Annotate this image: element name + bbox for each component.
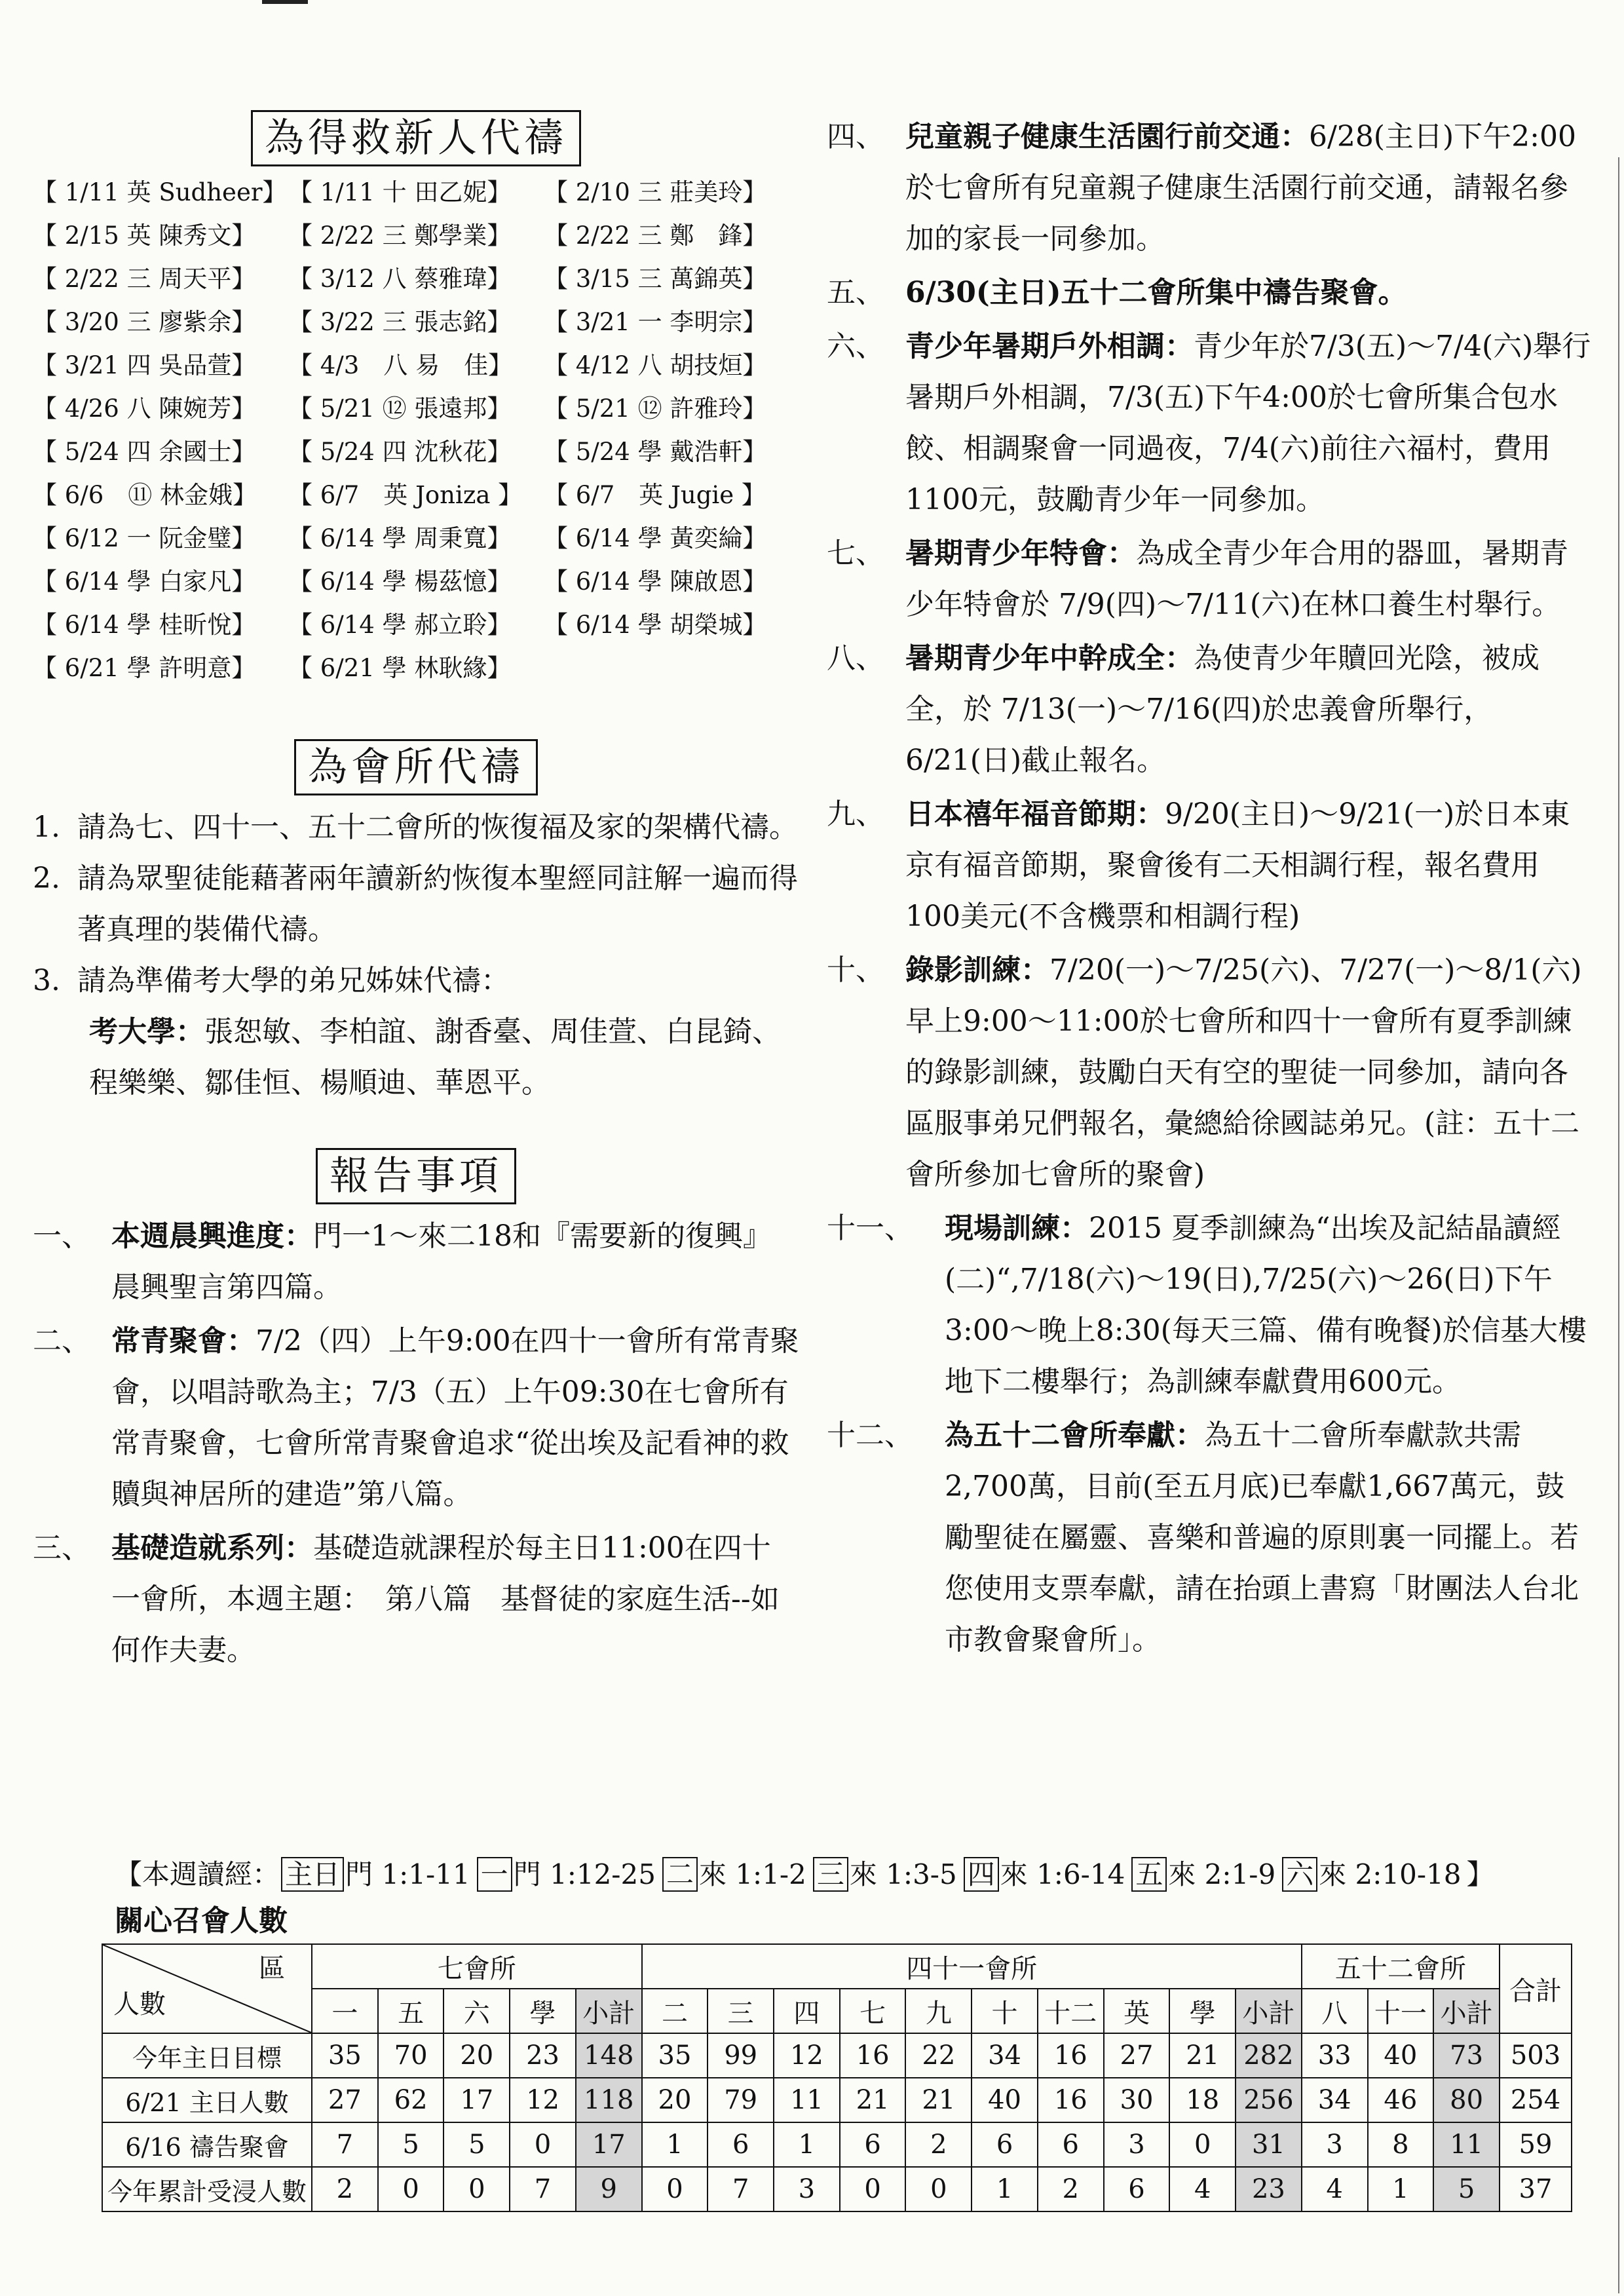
item-number: 八、 [827,641,884,675]
item-number: 七、 [827,537,884,570]
item-body: 為五十二會所奉獻款共需2,700萬，目前(至五月底)已奉獻1,667萬元，鼓勵聖徒在屬靈、喜樂和普遍的原則裏一同擺上。若您使用支票奉獻，請在抬頭上書寫「財團法人台北市教會聚會所」。 [945,1419,1579,1656]
list-item: 【 2/10 三 莊美玲】 [544,178,767,206]
item-body: 青少年於7/3(五)～7/4(六)舉行暑期戶外相調，7/3(五)下午4:00於七會所集合包水餃、相調聚會一同過夜，7/4(六)前往六福村，費用1100元，鼓勵青少年一同參加。 [905,330,1591,516]
table-cell: 1 [972,2167,1038,2211]
item-text [905,789,1593,942]
table-cell: 6 [1038,2122,1104,2167]
item-number: 一、 [33,1219,90,1253]
table-cell: 12 [774,2033,840,2078]
table-cell: 1 [1368,2167,1434,2211]
table-cell: 23 [1236,2167,1302,2211]
item-text [111,1523,799,1676]
item-body: 6/28(主日)下午2:00 於七會所有兒童親子健康生活園行前交通，請報名參加的家長一同參加。 [905,120,1576,256]
table-cell: 34 [972,2033,1038,2078]
table-cell: 17 [576,2122,642,2167]
table-cell: 21 [840,2078,906,2122]
table-cell: 46 [1368,2078,1434,2122]
table-subheader-row [102,1989,1572,2033]
table-cell: 118 [576,2078,642,2122]
list-item: 【 3/15 三 萬錦英】 [544,265,767,293]
table-row [102,2122,1572,2167]
table-cell: 16 [1038,2078,1104,2122]
table-cell: 17 [444,2078,510,2122]
table-cell: 79 [708,2078,774,2122]
table-cell: 22 [905,2033,972,2078]
table-cell: 27 [1104,2033,1170,2078]
table-cell: 6 [1104,2167,1170,2211]
table-cell: 12 [510,2078,576,2122]
item-text: 請為準備考大學的弟兄姊妹代禱： [77,964,510,997]
reading-day: 四 [964,1857,999,1892]
list-item: 【 5/24 四 沈秋花】 [288,438,512,466]
reading-ref: 來 2:1-9 [1168,1858,1276,1890]
table-cell: 40 [1368,2033,1434,2078]
table-cell: 11 [774,2078,840,2122]
item-body: 9/20(主日)～9/21(一)於日本東京有福音節期，聚會後有二天相調行程，報名費用100美元(不含機票和相調行程) [905,797,1570,933]
item-text: 請為七、四十一、五十二會所的恢復福及家的架構代禱。 [77,811,798,844]
table-cell: 0 [510,2122,576,2167]
list-item: 【 2/22 三 鄭學業】 [288,221,512,250]
reports-title: 報告事項 [316,1148,516,1204]
reading-ref: 門 1:12-25 [513,1858,656,1890]
table-row [102,2033,1572,2078]
table-cell: 6 [972,2122,1038,2167]
row-label: 今年累計受浸人數 [102,2167,312,2211]
item-body: 7/2（四）上午9:00在四十一會所有常青聚會，以唱詩歌為主；7/3（五）上午09:30在七會所有常青聚會，七會所常青聚會追求“從出埃及記看神的救贖與神居所的建造”第八篇。 [111,1324,799,1511]
item-number: 3. [33,964,60,997]
item-body: 2015 夏季訓練為“出埃及記結晶讀經(二)“,7/18(六)～19(日),7/25(六)～26(日)下午3:00～晚上8:30(每天三篇、備有晚餐)於信基大樓地下二樓舉行；為訓練奉獻費用600元。 [945,1212,1587,1398]
row-label: 6/16 禱告聚會 [102,2122,312,2167]
reading-open: 【本週讀經： [115,1858,280,1890]
prayer-hall-list [33,802,799,1006]
item-body: 基礎造就課程於每主日11:00在四十一會所，本週主題： 第八篇 基督徒的家庭生活--如何作夫妻。 [111,1531,780,1667]
column-header: 小計 [1433,1989,1500,2033]
reports-title-box [33,1148,799,1204]
table-cell: 35 [312,2033,378,2078]
reading-ref: 來 2:10-18 [1319,1858,1462,1890]
item-number: 1. [33,811,60,844]
group-header-41: 四十一會所 [642,1944,1302,1989]
reports-right-list [827,111,1593,1666]
report-item [827,1410,1593,1666]
list-item: 【 6/14 學 郝立聆】 [288,611,512,639]
list-item: 【 6/14 學 白家凡】 [33,567,256,596]
table-cell: 4 [1302,2167,1368,2211]
attendance-table [102,1943,1572,2212]
table-cell: 30 [1104,2078,1170,2122]
item-number: 五、 [827,276,884,309]
item-number: 三、 [33,1531,90,1565]
list-item: 【 4/12 八 胡技烜】 [544,351,767,379]
report-item [33,1211,799,1313]
column-header: 十 [972,1989,1038,2033]
table-cell: 16 [840,2033,906,2078]
table-cell: 8 [1368,2122,1434,2167]
table-cell: 20 [642,2078,708,2122]
total-header: 合計 [1500,1944,1572,2033]
table-cell: 0 [642,2167,708,2211]
item-number: 四、 [827,120,884,153]
reading-ref: 來 1:3-5 [849,1858,957,1890]
item-heading: 為五十二會所奉獻： [945,1419,1204,1452]
list-item: 【 6/14 學 周秉寬】 [288,524,512,552]
list-item [33,802,799,853]
item-heading: 暑期青少年中幹成全： [905,641,1194,675]
reading-day: 一 [477,1857,512,1892]
table-cell: 34 [1302,2078,1368,2122]
table-cell: 1 [642,2122,708,2167]
table-row [102,2167,1572,2211]
column-header: 六 [444,1989,510,2033]
row-label: 今年主日目標 [102,2033,312,2078]
table-cell: 33 [1302,2033,1368,2078]
table-cell: 282 [1236,2033,1302,2078]
item-text [905,528,1593,630]
table-cell: 11 [1433,2122,1500,2167]
item-text [945,1410,1593,1666]
reading-day: 主日 [281,1857,344,1892]
table-cell: 62 [378,2078,444,2122]
report-item [827,111,1593,265]
table-cell: 99 [708,2033,774,2078]
table-cell: 0 [444,2167,510,2211]
report-item [33,1316,799,1520]
item-text [111,1211,799,1313]
item-number: 十、 [827,953,884,987]
list-item: 【 6/21 學 林耿緣】 [288,654,512,682]
table-header-row [102,1944,1572,1989]
item-body: 為成全青少年合用的器皿，暑期青少年特會於 7/9(四)～7/11(六)在林口養生村舉行。 [905,537,1568,621]
page-edge-line [1618,157,1619,2293]
item-number: 六、 [827,330,884,363]
total-cell: 59 [1500,2122,1572,2167]
reading-ref: 門 1:1-11 [345,1858,470,1890]
group-header-52: 五十二會所 [1302,1944,1500,1989]
table-cell: 73 [1433,2033,1500,2078]
table-cell: 5 [444,2122,510,2167]
table-row [102,2078,1572,2122]
report-item [827,633,1593,786]
table-cell: 23 [510,2033,576,2078]
column-header: 小計 [576,1989,642,2033]
prayer-hall-title-box [33,739,799,795]
reading-close: 】 [1466,1858,1494,1890]
table-cell: 4 [1169,2167,1236,2211]
table-cell: 2 [905,2122,972,2167]
new-believers-list [33,173,799,688]
prayer-new-title-box [33,110,799,166]
right-column [827,111,1593,1668]
table-cell: 21 [905,2078,972,2122]
reading-day: 三 [813,1857,848,1892]
table-cell: 256 [1236,2078,1302,2122]
list-item: 【 6/21 學 許明意】 [33,654,256,682]
column-header: 七 [840,1989,906,2033]
column-header: 學 [1169,1989,1236,2033]
list-item: 【 3/12 八 蔡雅瑋】 [288,265,512,293]
table-cell: 3 [774,2167,840,2211]
table-cell: 7 [312,2122,378,2167]
table-cell: 70 [378,2033,444,2078]
exam-label: 考大學： [89,1015,204,1048]
table-cell: 35 [642,2033,708,2078]
column-header: 一 [312,1989,378,2033]
list-item: 【 1/11 十 田乙妮】 [288,178,512,206]
table-cell: 31 [1236,2122,1302,2167]
item-text [945,1203,1593,1407]
table-cell: 0 [840,2167,906,2211]
group-header-7: 七會所 [312,1944,642,1989]
column-header: 五 [378,1989,444,2033]
row-label: 6/21 主日人數 [102,2078,312,2122]
list-item: 【 6/14 學 楊茲憶】 [288,567,512,596]
list-item: 【 1/11 英 Sudheer】 [33,178,287,206]
list-item: 【 2/15 英 陳秀文】 [33,221,256,250]
reading-ref: 來 1:1-2 [698,1858,806,1890]
table-cell: 0 [1169,2122,1236,2167]
item-number: 十二、 [827,1419,913,1452]
list-item: 【 6/12 一 阮金璧】 [33,524,256,552]
list-item: 【 6/14 學 胡榮城】 [544,611,767,639]
total-cell: 254 [1500,2078,1572,2122]
item-body: 6/30(主日)五十二會所集中禱告聚會。 [905,276,1407,309]
reading-ref: 來 1:6-14 [1000,1858,1125,1890]
column-header: 二 [642,1989,708,2033]
list-item: 【 6/7 英 Joniza 】 [288,481,523,509]
table-cell: 27 [312,2078,378,2122]
left-column [33,98,799,1679]
reading-day: 六 [1282,1857,1317,1892]
item-heading: 兒童親子健康生活園行前交通： [905,120,1309,153]
top-edge-mark [262,0,308,4]
list-item: 【 5/24 學 戴浩軒】 [544,438,767,466]
report-item [827,321,1593,526]
column-header: 八 [1302,1989,1368,2033]
item-number: 2. [33,862,60,895]
item-heading: 現場訓練： [945,1212,1089,1245]
column-header: 九 [905,1989,972,2033]
corner-bottom-label: 人數 [113,1989,166,2019]
column-header: 十一 [1368,1989,1434,2033]
table-cell: 16 [1038,2033,1104,2078]
table-cell: 80 [1433,2078,1500,2122]
table-cell: 3 [1302,2122,1368,2167]
exam-names: 張恕敏、李柏誼、謝香臺、周佳萱、白昆錡、程樂樂、鄒佳恒、楊順迪、華恩平。 [89,1015,781,1100]
column-header: 十二 [1038,1989,1104,2033]
list-item [33,853,799,955]
list-item: 【 4/3 八 易 佳】 [288,351,513,379]
table-cell: 18 [1169,2078,1236,2122]
table-cell: 2 [1038,2167,1104,2211]
item-text [111,1316,799,1520]
column-header: 三 [708,1989,774,2033]
list-item: 【 4/26 八 陳婉芳】 [33,394,256,423]
list-item: 【 6/14 學 桂昕悅】 [33,611,256,639]
item-body: 門一1～來二18和『需要新的復興』晨興聖言第四篇。 [111,1219,772,1304]
list-item: 【 3/21 四 吳品萱】 [33,351,256,379]
table-cell: 5 [1433,2167,1500,2211]
item-heading: 本週晨興進度： [111,1219,313,1253]
report-item [827,267,1593,318]
report-item [827,945,1593,1200]
total-cell: 37 [1500,2167,1572,2211]
list-item: 【 3/21 一 李明宗】 [544,308,767,336]
table-cell: 7 [510,2167,576,2211]
table-cell: 40 [972,2078,1038,2122]
item-heading: 錄影訓練： [905,953,1049,987]
reading-day: 二 [662,1857,698,1892]
table-cell: 148 [576,2033,642,2078]
column-header: 小計 [1236,1989,1302,2033]
table-cell: 9 [576,2167,642,2211]
report-item [827,789,1593,942]
list-item: 【 5/21 ⑫ 許雅玲】 [544,394,767,423]
item-text [905,267,1593,318]
list-item: 【 2/22 三 周天平】 [33,265,256,293]
item-body: 7/20(一)～7/25(六)、7/27(一)～8/1(六)早上9:00～11:00於七會所和四十一會所有夏季訓練的錄影訓練，鼓勵白天有空的聖徒一同參加，請向各區服事弟兄們報名，彙總給徐國誌弟兄。(註：五十二會所參加七會所的聚會) [905,953,1582,1191]
table-cell: 6 [708,2122,774,2167]
table-cell: 1 [774,2122,840,2167]
report-item [33,1523,799,1676]
item-heading: 基礎造就系列： [111,1531,313,1565]
report-item [827,1203,1593,1407]
table-cell: 3 [1104,2122,1170,2167]
list-item: 【 6/14 學 陳啟恩】 [544,567,767,596]
reading-day: 五 [1131,1857,1167,1892]
column-header: 四 [774,1989,840,2033]
item-text [905,321,1593,526]
list-item: 【 6/14 學 黃奕綸】 [544,524,767,552]
column-header: 學 [510,1989,576,2033]
attendance-title: 關心召會人數 [115,1904,288,1938]
item-number: 二、 [33,1324,90,1358]
table-cell: 21 [1169,2033,1236,2078]
item-text: 請為眾聖徒能藉著兩年讀新約恢復本聖經同註解一遍而得著真理的裝備代禱。 [77,862,798,946]
column-header: 英 [1104,1989,1170,2033]
item-number: 十一、 [827,1212,913,1245]
item-heading: 暑期青少年特會： [905,537,1136,570]
item-heading: 青少年暑期戶外相調： [905,330,1194,363]
table-cell: 7 [708,2167,774,2211]
item-text [905,633,1593,786]
table-cell: 20 [444,2033,510,2078]
table-cell: 0 [378,2167,444,2211]
table-cell: 2 [312,2167,378,2211]
report-item [827,528,1593,630]
list-item: 【 6/6 ⑪ 林金娥】 [33,481,257,509]
list-item: 【 3/20 三 廖紫余】 [33,308,256,336]
item-text [905,945,1593,1200]
item-heading: 常青聚會： [111,1324,255,1358]
list-item: 【 5/24 四 余國士】 [33,438,256,466]
item-heading: 日本禧年福音節期： [905,797,1165,831]
item-number: 九、 [827,797,884,831]
table-corner-cell [102,1944,312,2033]
list-item: 【 6/7 英 Jugie 】 [544,481,766,509]
total-cell: 503 [1500,2033,1572,2078]
list-item: 【 5/21 ⑫ 張遠邦】 [288,394,512,423]
list-item: 【 2/22 三 鄭 鋒】 [544,221,767,250]
prayer-new-title: 為得救新人代禱 [251,110,581,166]
reports-left-list [33,1211,799,1676]
exam-students [33,1006,799,1109]
table-cell: 6 [840,2122,906,2167]
item-body: 為使青少年贖回光陰，被成全，於 7/13(一)～7/16(四)於忠義會所舉行，6/21(日)截止報名。 [905,641,1539,777]
corner-top-label: 區 [259,1953,285,1983]
weekly-reading [115,1853,1589,1892]
table-cell: 0 [905,2167,972,2211]
list-item: 【 3/22 三 張志銘】 [288,308,512,336]
list-item [33,955,799,1006]
prayer-hall-title: 為會所代禱 [294,739,538,795]
item-text [905,111,1593,265]
table-cell: 5 [378,2122,444,2167]
